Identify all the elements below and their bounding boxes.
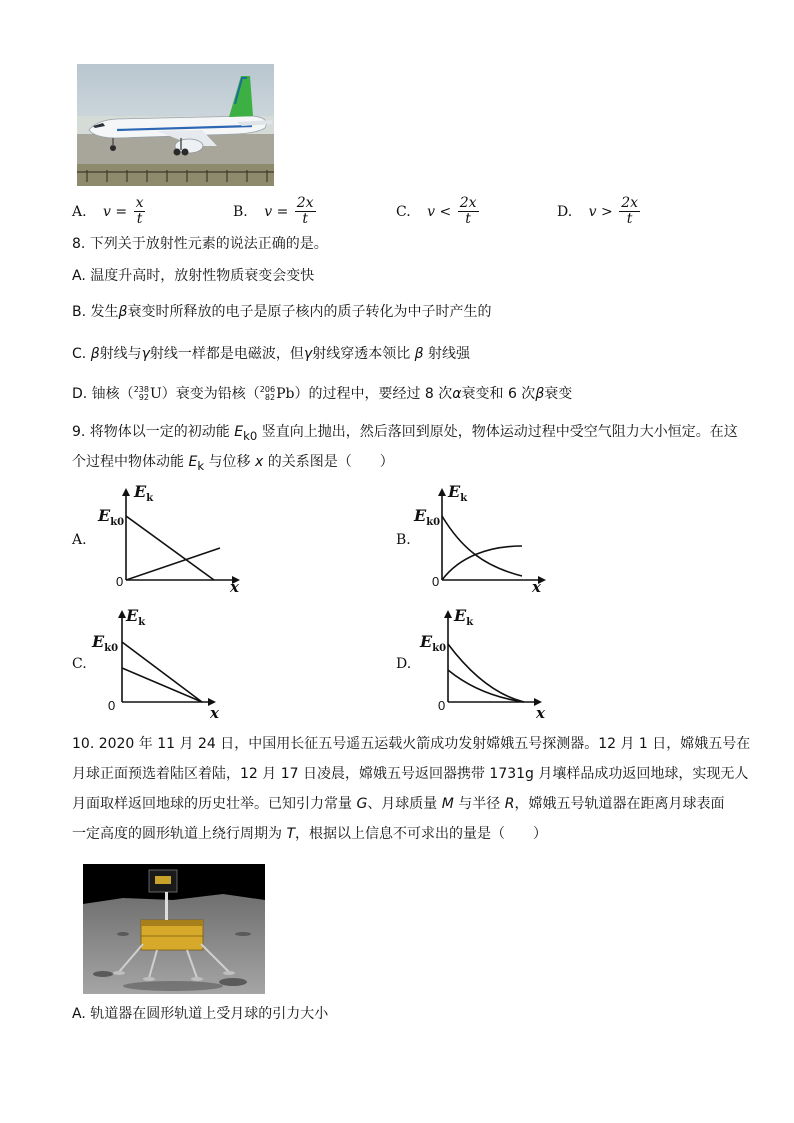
denominator: t <box>136 211 143 228</box>
numerator: 2x <box>459 195 477 211</box>
lead-symbol: Pb <box>276 386 295 402</box>
text-segment: 衰变 <box>544 386 573 402</box>
text-segment: ，嫦娥五号轨道器在距离月球表面 <box>514 796 725 812</box>
text-segment: 9. 将物体以一定的初动能 <box>72 424 235 440</box>
q7-option-a <box>72 196 147 228</box>
fraction <box>295 196 316 228</box>
energy-symbol: E <box>234 424 244 440</box>
mass-number: 238 <box>133 385 149 395</box>
q9-graph-a <box>72 484 252 596</box>
option-label: C. <box>396 203 411 220</box>
beta-symbol: β <box>118 304 128 320</box>
y-axis-label-text: E <box>448 482 461 501</box>
q8-option-c <box>72 344 470 364</box>
text-segment: B. 发生 <box>72 304 119 320</box>
denominator: t <box>302 211 308 228</box>
y-axis-label-sub: k <box>460 493 468 505</box>
gravitational-constant: G <box>356 796 368 812</box>
initial-energy-text: E <box>420 632 433 651</box>
upper-curve <box>448 644 524 702</box>
initial-energy-label <box>420 632 446 654</box>
x-axis-label: x <box>210 704 219 722</box>
ascending-line <box>126 548 220 580</box>
text-segment: ，根据以上信息不可求出的量是（ ） <box>295 826 548 842</box>
y-axis-label-sub: k <box>146 493 154 505</box>
gamma-symbol: γ <box>141 346 150 362</box>
q9-graph-c <box>72 606 252 722</box>
initial-energy-sub: k0 <box>432 643 447 655</box>
y-axis-label-sub: k <box>138 617 146 629</box>
text-segment: 衰变时所释放的电子是原子核内的质子转化为中子时产生的 <box>127 304 492 320</box>
shallow-line <box>122 668 202 702</box>
q9-graph-d <box>396 606 576 722</box>
beta-symbol: β <box>414 346 424 362</box>
lower-curve <box>448 670 524 702</box>
gamma-symbol: γ <box>303 346 313 362</box>
velocity-var: v <box>427 203 436 220</box>
q8-option-d <box>72 384 572 404</box>
energy-subscript: k0 <box>243 428 258 443</box>
origin-label: 0 <box>108 698 116 713</box>
energy-subscript: k <box>197 458 205 473</box>
initial-energy-label <box>414 506 440 528</box>
fraction <box>619 196 640 228</box>
numerator: 2x <box>296 195 314 211</box>
q9-graph-b <box>396 484 576 596</box>
uranium-nuclide-numbers <box>134 386 149 401</box>
mass-number: 206 <box>259 385 276 395</box>
operator: = <box>115 203 128 220</box>
text-segment: 射线与 <box>99 346 142 362</box>
text-segment: ）的过程中，要经过 8 次 <box>294 386 453 402</box>
numerator: x <box>135 195 144 211</box>
q7-option-b <box>233 196 318 228</box>
operator: = <box>276 203 289 220</box>
lander-illustration <box>83 864 265 994</box>
numerator: 2x <box>621 195 639 211</box>
alpha-symbol: α <box>452 386 462 402</box>
q8-option-a: A. 温度升高时，放射性物质衰变会变快 <box>72 268 315 284</box>
rising-curve <box>442 546 522 580</box>
text-segment: 个过程中物体动能 <box>72 454 189 470</box>
text-segment: ）衰变为铅核（ <box>161 386 260 402</box>
atomic-number: 82 <box>264 393 276 402</box>
option-label: D. <box>557 203 573 220</box>
y-axis-label <box>448 482 467 504</box>
x-axis-label: x <box>532 578 541 596</box>
operator: > <box>601 203 613 220</box>
text-segment: 射线穿透本领比 <box>312 346 415 362</box>
fraction <box>134 196 146 228</box>
initial-energy-text: E <box>92 632 105 651</box>
q9-stem-line2 <box>72 452 394 476</box>
text-segment: 的关系图是（ ） <box>263 454 394 470</box>
y-axis-label-text: E <box>126 606 139 625</box>
origin-label: 0 <box>116 574 124 589</box>
moon-radius: R <box>504 796 515 812</box>
text-segment: 竖直向上抛出，然后落回到原处，物体运动过程中受空气阻力大小恒定。在这 <box>257 424 738 440</box>
text-segment: C. <box>72 346 91 362</box>
x-axis-label: x <box>536 704 545 722</box>
option-label: C. <box>72 656 87 672</box>
option-label: A. <box>72 532 87 548</box>
text-segment: 衰变和 6 次 <box>461 386 536 402</box>
origin-label: 0 <box>438 698 446 713</box>
velocity-var: v <box>588 203 597 220</box>
text-segment: 与位移 <box>204 454 255 470</box>
denominator: t <box>626 211 633 228</box>
y-axis-label <box>126 606 145 628</box>
operator: < <box>439 203 452 220</box>
y-axis-label-text: E <box>454 606 467 625</box>
text-segment: 射线强 <box>423 346 471 362</box>
q10-stem-line3 <box>72 794 725 814</box>
y-axis-label <box>134 482 153 504</box>
beta-symbol: β <box>90 346 100 362</box>
descending-line <box>126 516 214 580</box>
initial-energy-sub: k0 <box>104 643 119 655</box>
airplane-illustration <box>77 64 274 186</box>
q10-stem-line4 <box>72 824 547 844</box>
text-segment: 射线一样都是电磁波，但 <box>149 346 304 362</box>
energy-symbol: E <box>188 454 198 470</box>
moon-mass: M <box>441 796 454 812</box>
q10-stem-line1: 10. 2020 年 11 月 24 日，中国用长征五号遥五运载火箭成功发射嫦娥五号探测器。12 月 1 日，嫦娥五号在 <box>72 736 751 752</box>
velocity-var: v <box>264 203 273 220</box>
lander-photo <box>83 864 265 994</box>
option-label: B. <box>396 532 411 548</box>
q10-stem-line2: 月球正面预选着陆区着陆，12 月 17 日凌晨，嫦娥五号返回器携带 1731g 月壤样品成功返回地球，实现无人 <box>72 766 749 782</box>
atomic-number: 92 <box>138 393 149 402</box>
denominator: t <box>465 211 471 228</box>
lead-nuclide-numbers <box>260 386 275 401</box>
y-axis-label <box>454 606 473 628</box>
uranium-symbol: U <box>149 386 162 402</box>
beta-symbol: β <box>535 386 545 402</box>
q8-stem: 8. 下列关于放射性元素的说法正确的是。 <box>72 236 328 252</box>
q8-option-b <box>72 302 491 322</box>
steep-line <box>122 642 202 702</box>
q9-stem-line1 <box>72 422 738 446</box>
option-label: D. <box>396 656 412 672</box>
orbital-period: T <box>286 826 296 842</box>
initial-energy-sub: k0 <box>110 517 125 529</box>
origin-label: 0 <box>432 574 440 589</box>
text-segment: 一定高度的圆形轨道上绕行周期为 <box>72 826 287 842</box>
q7-option-c <box>396 196 481 228</box>
initial-energy-label <box>98 506 124 528</box>
initial-energy-label <box>92 632 118 654</box>
q10-option-a: A. 轨道器在圆形轨道上受月球的引力大小 <box>72 1006 329 1022</box>
fraction <box>458 196 479 228</box>
y-axis-label-text: E <box>134 482 147 501</box>
initial-energy-sub: k0 <box>426 517 441 529</box>
option-label: B. <box>233 203 248 220</box>
x-axis-label: x <box>230 578 239 596</box>
text-segment: D. 铀核（ <box>72 386 134 402</box>
velocity-var: v <box>103 203 111 220</box>
option-label: A. <box>72 203 87 220</box>
text-segment: 、月球质量 <box>367 796 442 812</box>
text-segment: 月面取样返回地球的历史壮举。已知引力常量 <box>72 796 357 812</box>
airplane-photo <box>77 64 274 186</box>
initial-energy-text: E <box>98 506 111 525</box>
x-variable: x <box>254 454 264 470</box>
initial-energy-text: E <box>414 506 427 525</box>
text-segment: 与半径 <box>453 796 505 812</box>
q7-option-d <box>557 196 642 228</box>
y-axis-label-sub: k <box>466 617 474 629</box>
